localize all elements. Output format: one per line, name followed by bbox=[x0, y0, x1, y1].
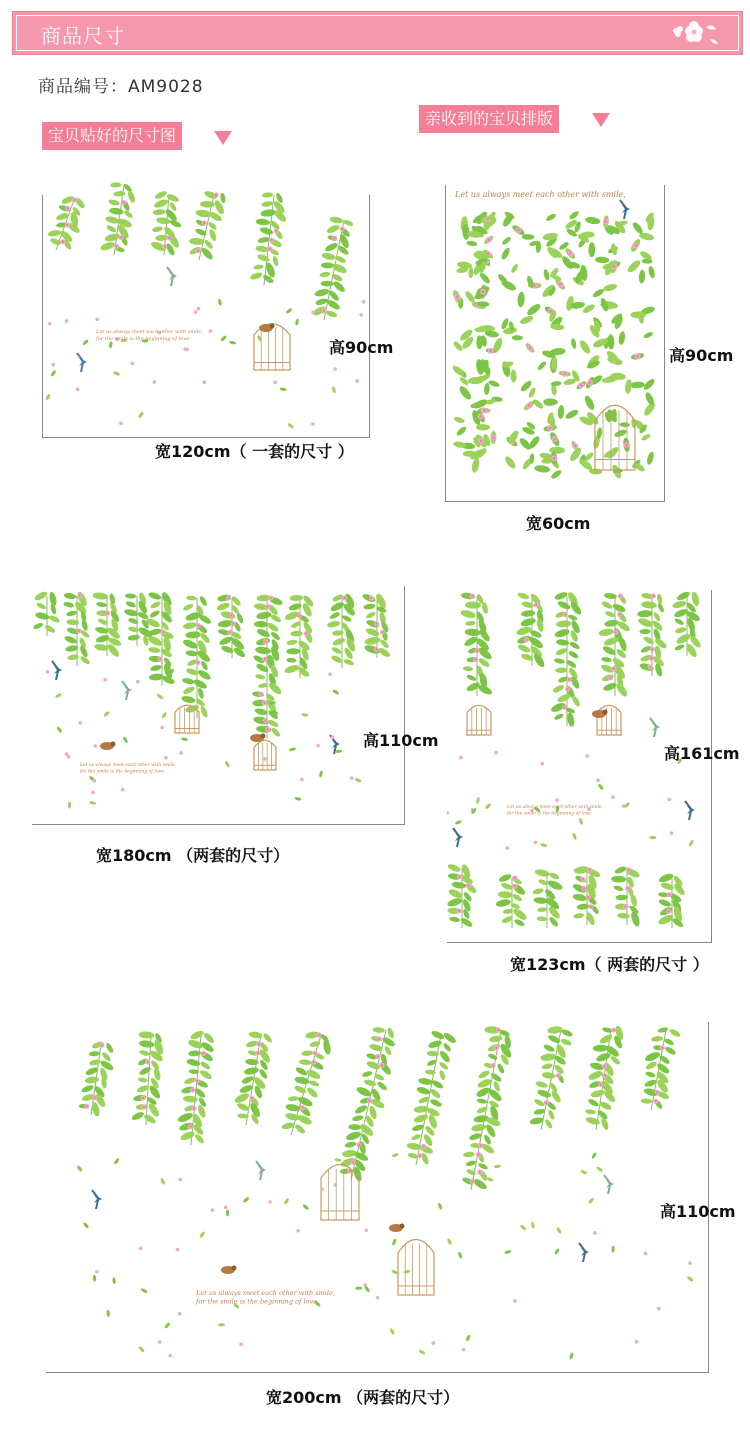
section-header bbox=[12, 11, 743, 55]
vine bbox=[529, 1026, 573, 1130]
bird-icon bbox=[256, 1161, 266, 1180]
height-label: 高90cm bbox=[669, 346, 734, 365]
vine bbox=[92, 592, 122, 659]
bird-icon bbox=[167, 267, 177, 286]
vine bbox=[340, 1027, 397, 1183]
vine bbox=[32, 590, 60, 636]
vine bbox=[532, 868, 564, 928]
vine bbox=[284, 594, 315, 678]
vine bbox=[312, 216, 354, 320]
sticker-sheet-illustration bbox=[447, 180, 661, 485]
down-arrow-icon bbox=[214, 131, 232, 145]
width-label: 宽180cm （两套的尺寸） bbox=[96, 846, 290, 865]
birdcage-icon bbox=[467, 705, 491, 735]
bird-icon bbox=[52, 661, 62, 680]
product-code: 商品编号：AM9028 bbox=[38, 77, 204, 97]
vine bbox=[460, 592, 494, 697]
falling-petals bbox=[45, 298, 365, 429]
sparrow-icon bbox=[389, 1224, 405, 1233]
vine bbox=[47, 195, 86, 251]
bird-icon bbox=[77, 353, 87, 372]
vine bbox=[181, 595, 213, 718]
width-label: 宽120cm（ 一套的尺寸 ） bbox=[155, 442, 354, 461]
birdcage-icon bbox=[321, 1165, 359, 1221]
vine bbox=[572, 865, 602, 926]
birdcage-icon bbox=[254, 740, 276, 770]
quote-text: Let us always meet each other with smile, bbox=[455, 190, 626, 199]
section-title: 商品尺寸 bbox=[41, 24, 125, 48]
width-label: 宽200cm （两套的尺寸） bbox=[266, 1388, 460, 1407]
quote-text bbox=[195, 1289, 335, 1306]
vine bbox=[406, 1029, 457, 1165]
svg-text:Let us always meet each other: Let us always meet each other with smile, bbox=[96, 329, 203, 335]
vine bbox=[611, 865, 641, 927]
vine bbox=[598, 592, 631, 698]
leaf-cluster bbox=[451, 210, 657, 480]
svg-text:Let us always meet each other: Let us always meet each other with smile, bbox=[80, 763, 177, 768]
vine bbox=[495, 873, 528, 928]
vine bbox=[63, 591, 91, 666]
sparrow-icon bbox=[259, 324, 275, 333]
birdcage-icon bbox=[398, 1240, 434, 1296]
down-arrow-icon bbox=[592, 113, 610, 127]
svg-text:for the smile is the beginning: for the smile is the beginning of love. bbox=[196, 1297, 320, 1306]
vine bbox=[249, 192, 288, 285]
svg-text:Let us always meet each other: Let us always meet each other with smile, bbox=[196, 1289, 335, 1297]
vine bbox=[657, 872, 686, 928]
falling-petals bbox=[447, 751, 694, 850]
height-label: 高110cm bbox=[660, 1202, 736, 1221]
vine bbox=[189, 190, 227, 261]
vine bbox=[79, 1040, 115, 1117]
width-label: 宽60cm bbox=[526, 514, 591, 533]
vine bbox=[281, 1031, 332, 1135]
vine bbox=[637, 592, 668, 677]
vine bbox=[234, 1031, 274, 1125]
bird-icon bbox=[92, 1190, 102, 1209]
bird-icon bbox=[685, 801, 695, 820]
quote-text bbox=[79, 762, 177, 775]
falling-petals bbox=[46, 668, 362, 809]
vine bbox=[361, 592, 391, 658]
height-label: 高90cm bbox=[329, 338, 394, 357]
blossom-icon bbox=[666, 17, 722, 49]
svg-text:for the smile is the beginning: for the smile is the beginning of love. bbox=[96, 336, 191, 342]
wall-decal-illustration bbox=[44, 180, 368, 435]
vine bbox=[461, 1026, 513, 1191]
svg-text:for the smile is the beginning: for the smile is the beginning of love. bbox=[507, 811, 593, 817]
height-label: 高161cm bbox=[664, 744, 740, 763]
falling-petals bbox=[76, 1152, 694, 1360]
bird-icon bbox=[579, 1243, 589, 1262]
vine bbox=[216, 594, 247, 659]
vine bbox=[177, 1029, 216, 1145]
bird-icon bbox=[650, 718, 660, 737]
vine bbox=[515, 591, 546, 668]
width-label: 宽123cm（ 两套的尺寸 ） bbox=[510, 955, 709, 974]
svg-text:for the smile is the beginning: for the smile is the beginning of love. bbox=[80, 769, 166, 775]
vine bbox=[641, 1026, 682, 1110]
vine bbox=[585, 1025, 625, 1131]
vine bbox=[150, 189, 182, 256]
quote-text bbox=[95, 329, 203, 342]
sparrow-icon bbox=[100, 742, 116, 751]
vine bbox=[252, 594, 284, 738]
birdcage-icon bbox=[254, 324, 290, 370]
wall-decal-illustration bbox=[32, 588, 402, 820]
vine bbox=[131, 1031, 165, 1125]
applied-size-tag: 宝贝贴好的尺寸图 bbox=[42, 122, 182, 150]
vine bbox=[447, 863, 478, 929]
svg-text:Let us always meet each other: Let us always meet each other with smile, bbox=[507, 805, 604, 810]
bird-icon bbox=[122, 681, 132, 700]
vine bbox=[99, 182, 136, 255]
bird-icon bbox=[453, 828, 463, 847]
bird-icon bbox=[604, 1175, 614, 1194]
birdcage-icon bbox=[597, 705, 621, 735]
wall-decal-illustration bbox=[46, 1020, 706, 1370]
sparrow-icon bbox=[221, 1266, 237, 1275]
vine bbox=[327, 593, 357, 668]
vine bbox=[672, 590, 703, 659]
received-layout-tag: 亲收到的宝贝排版 bbox=[419, 105, 559, 133]
vine bbox=[550, 591, 583, 728]
height-label: 高110cm bbox=[363, 731, 439, 750]
bird-icon bbox=[620, 200, 630, 219]
sparrow-icon bbox=[592, 710, 608, 719]
